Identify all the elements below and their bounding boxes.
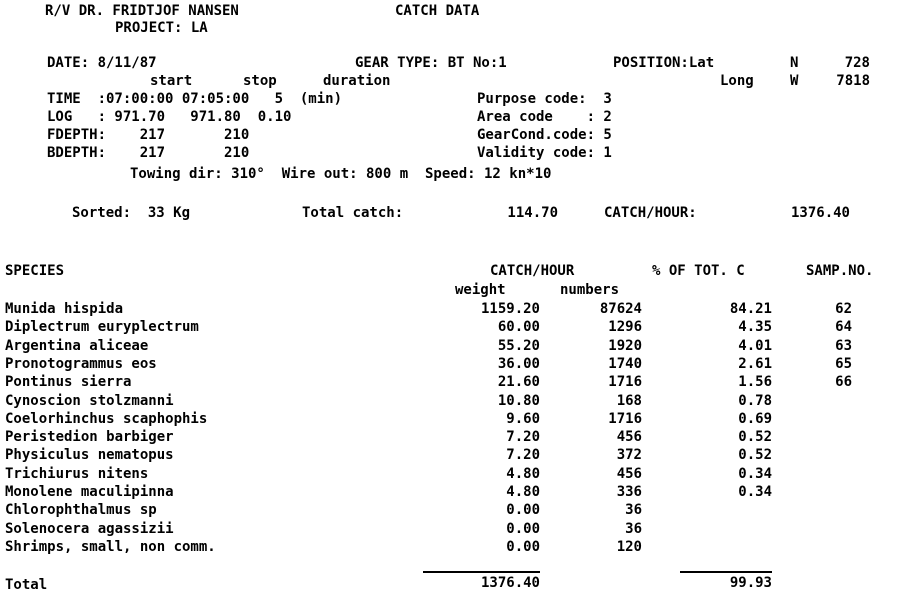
numbers-cell: 1716	[608, 374, 642, 390]
species-name-cell: Coelorhinchus scaphophis	[5, 411, 208, 427]
species-name-cell: Trichiurus nitens	[5, 466, 149, 482]
numbers-cell: 372	[616, 447, 642, 463]
numbers-cell: 1716	[608, 411, 642, 427]
weight-cell: 7.20	[506, 429, 540, 445]
species-name-cell: Chlorophthalmus sp	[5, 502, 157, 518]
percent-cell: 0.52	[738, 447, 772, 463]
species-name-cell: Diplectrum euryplectrum	[5, 319, 199, 335]
bdepth-row: BDEPTH: 217 210	[47, 145, 250, 161]
longitude-label: Long	[720, 73, 754, 89]
numbers-cell: 120	[616, 539, 642, 555]
percent-cell: 0.34	[738, 466, 772, 482]
percent-cell: 1.56	[738, 374, 772, 390]
weight-cell: 4.80	[506, 466, 540, 482]
weight-cell: 55.20	[497, 338, 540, 354]
weight-total-rule	[423, 571, 540, 573]
percent-cell: 0.78	[738, 393, 772, 409]
sample-number-cell: 62	[835, 301, 852, 317]
numbers-cell: 36	[625, 502, 642, 518]
sorted-weight: Sorted: 33 Kg	[72, 205, 191, 221]
numbers-cell: 1920	[608, 338, 642, 354]
catch-hour-column-header: CATCH/HOUR	[490, 263, 575, 279]
position-label: POSITION:Lat	[613, 55, 715, 71]
weight-cell: 60.00	[497, 319, 540, 335]
species-name-cell: Argentina aliceae	[5, 338, 149, 354]
numbers-cell: 168	[616, 393, 642, 409]
total-row-label: Total	[5, 577, 48, 593]
numbers-cell: 36	[625, 521, 642, 537]
weight-cell: 4.80	[506, 484, 540, 500]
gear-condition-code: GearCond.code: 5	[477, 127, 612, 143]
percent-cell: 0.34	[738, 484, 772, 500]
weight-cell: 21.60	[497, 374, 540, 390]
sample-number-cell: 66	[835, 374, 852, 390]
percent-cell: 2.61	[738, 356, 772, 372]
species-name-cell: Munida hispida	[5, 301, 124, 317]
percent-cell: 0.69	[738, 411, 772, 427]
numbers-cell: 456	[616, 429, 642, 445]
towing-info-row: Towing dir: 310° Wire out: 800 m Speed: 12 kn*10	[130, 166, 552, 182]
longitude-hemisphere: W	[790, 73, 799, 89]
catch-per-hour-value: 1376.40	[790, 205, 850, 221]
project-label: PROJECT: LA	[115, 20, 208, 36]
numbers-subheader: numbers	[560, 282, 620, 298]
catch-per-hour-label: CATCH/HOUR:	[604, 205, 697, 221]
percent-total-rule	[680, 571, 772, 573]
species-name-cell: Physiculus nematopus	[5, 447, 174, 463]
percent-cell: 84.21	[729, 301, 772, 317]
date-field: DATE: 8/11/87	[47, 55, 157, 71]
numbers-cell: 87624	[599, 301, 642, 317]
total-catch-label: Total catch:	[302, 205, 404, 221]
weight-cell: 7.20	[506, 447, 540, 463]
species-name-cell: Pontinus sierra	[5, 374, 132, 390]
column-start-label: start	[150, 73, 193, 89]
percent-cell: 4.01	[738, 338, 772, 354]
weight-cell: 0.00	[506, 539, 540, 555]
latitude-value: 728	[844, 55, 870, 71]
percent-cell: 0.52	[738, 429, 772, 445]
area-code: Area code : 2	[477, 109, 612, 125]
latitude-hemisphere: N	[790, 55, 799, 71]
sample-number-cell: 63	[835, 338, 852, 354]
numbers-cell: 456	[616, 466, 642, 482]
weight-subheader: weight	[455, 282, 506, 298]
species-name-cell: Shrimps, small, non comm.	[5, 539, 216, 555]
log-row: LOG : 971.70 971.80 0.10	[47, 109, 292, 125]
weight-cell: 36.00	[497, 356, 540, 372]
weight-cell: 0.00	[506, 521, 540, 537]
time-row: TIME :07:00:00 07:05:00 5 (min)	[47, 91, 343, 107]
sample-number-cell: 64	[835, 319, 852, 335]
species-column-header: SPECIES	[5, 263, 65, 279]
species-name-cell: Peristedion barbiger	[5, 429, 174, 445]
weight-cell: 10.80	[497, 393, 540, 409]
numbers-cell: 1296	[608, 319, 642, 335]
vessel-name: R/V DR. FRIDTJOF NANSEN	[45, 3, 239, 19]
species-name-cell: Pronotogrammus eos	[5, 356, 157, 372]
gear-type-field: GEAR TYPE: BT No:1	[355, 55, 507, 71]
percent-cell: 4.35	[738, 319, 772, 335]
sample-number-cell: 65	[835, 356, 852, 372]
weight-cell: 0.00	[506, 502, 540, 518]
sample-number-column-header: SAMP.NO.	[806, 263, 874, 279]
total-percent-value: 99.93	[729, 575, 772, 591]
species-name-cell: Solenocera agassizii	[5, 521, 174, 537]
percent-total-column-header: % OF TOT. C	[652, 263, 745, 279]
document-title: CATCH DATA	[395, 3, 480, 19]
total-catch-value: 114.70	[507, 205, 558, 221]
column-duration-label: duration	[323, 73, 391, 89]
total-weight-value: 1376.40	[480, 575, 540, 591]
purpose-code: Purpose code: 3	[477, 91, 612, 107]
numbers-cell: 1740	[608, 356, 642, 372]
column-stop-label: stop	[243, 73, 277, 89]
species-name-cell: Monolene maculipinna	[5, 484, 174, 500]
fdepth-row: FDEPTH: 217 210	[47, 127, 250, 143]
numbers-cell: 336	[616, 484, 642, 500]
longitude-value: 7818	[836, 73, 870, 89]
weight-cell: 1159.20	[480, 301, 540, 317]
species-name-cell: Cynoscion stolzmanni	[5, 393, 174, 409]
weight-cell: 9.60	[506, 411, 540, 427]
validity-code: Validity code: 1	[477, 145, 612, 161]
